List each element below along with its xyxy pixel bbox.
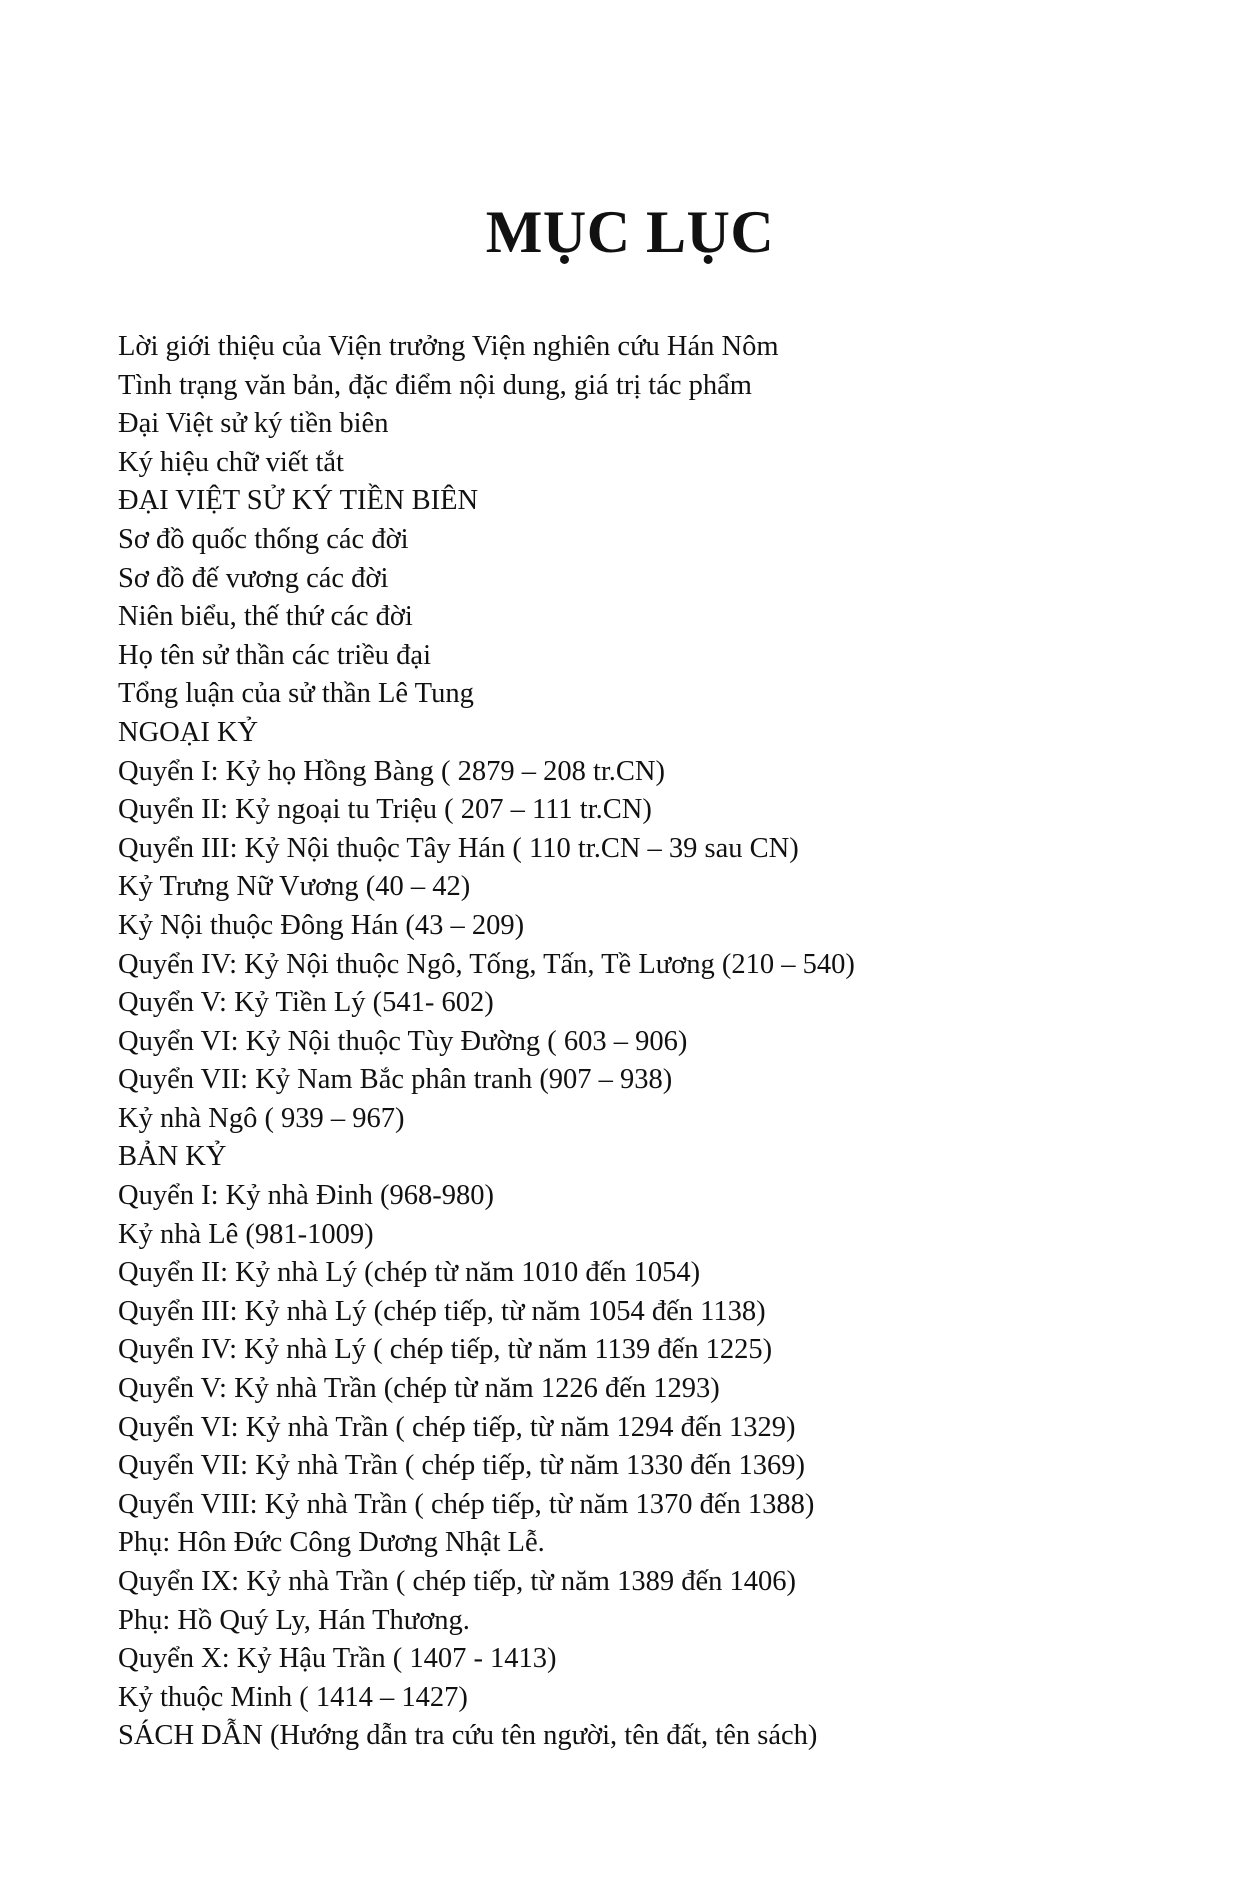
toc-entry: Quyển III: Kỷ nhà Lý (chép tiếp, từ năm 1054 đến 1138) xyxy=(118,1295,766,1327)
toc-entry: Quyển IX: Kỷ nhà Trần ( chép tiếp, từ năm 1389 đến 1406) xyxy=(118,1566,796,1597)
toc-entry: Quyển V: Kỷ Tiền Lý (541- 602) xyxy=(118,987,494,1019)
toc-entry: Quyển III: Kỷ Nội thuộc Tây Hán ( 110 tr.CN – 39 sau CN) xyxy=(118,832,799,864)
toc-entry: SÁCH DẪN (Hướng dẫn tra cứu tên người, tên đất, tên sách) xyxy=(118,1720,818,1752)
toc-entry: Quyển X: Kỷ Hậu Trần ( 1407 - 1413) xyxy=(118,1643,557,1675)
toc-entry: Sơ đồ quốc thống các đời xyxy=(118,523,409,555)
toc-entry: Quyển II: Kỷ nhà Lý (chép từ năm 1010 đến 1054) xyxy=(118,1257,701,1289)
toc-entry: Kỷ thuộc Minh ( 1414 – 1427) xyxy=(118,1681,468,1713)
toc-entry: Quyển V: Kỷ nhà Trần (chép từ năm 1226 đến 1293) xyxy=(118,1373,720,1405)
toc-entry: Phụ: Hồ Quý Ly, Hán Thương. xyxy=(118,1604,470,1636)
toc-entry: Lời giới thiệu của Viện trưởng Viện nghiên cứu Hán Nôm xyxy=(118,331,779,362)
toc-entry: Kỷ nhà Ngô ( 939 – 967) xyxy=(118,1102,405,1134)
toc-entry: Quyển I: Kỷ họ Hồng Bàng ( 2879 – 208 tr.CN) xyxy=(118,755,665,787)
page-title: MỤC LỤC xyxy=(485,199,775,265)
toc-entry: Đại Việt sử ký tiền biên xyxy=(118,408,389,440)
toc-entry: Tổng luận của sử thần Lê Tung xyxy=(118,678,474,710)
table-of-contents xyxy=(118,328,1158,1756)
toc-entry: Quyển II: Kỷ ngoại tu Triệu ( 207 – 111 tr.CN) xyxy=(118,794,652,826)
toc-entry: Quyển VIII: Kỷ nhà Trần ( chép tiếp, từ năm 1370 đến 1388) xyxy=(118,1488,815,1520)
toc-entry: ĐẠI VIỆT SỬ KÝ TIỀN BIÊN xyxy=(118,485,479,517)
toc-entry: Quyển VI: Kỷ nhà Trần ( chép tiếp, từ năm 1294 đến 1329) xyxy=(118,1411,796,1443)
toc-entry: Họ tên sử thần các triều đại xyxy=(118,639,431,671)
toc-entry: Ký hiệu chữ viết tắt xyxy=(118,446,344,478)
toc-entry: Kỷ Nội thuộc Đông Hán (43 – 209) xyxy=(118,909,525,941)
toc-entry: Tình trạng văn bản, đặc điểm nội dung, giá trị tác phẩm xyxy=(118,369,752,401)
toc-entry: BẢN KỶ xyxy=(118,1141,227,1173)
toc-entry: Quyển VI: Kỷ Nội thuộc Tùy Đường ( 603 – 906) xyxy=(118,1025,688,1057)
toc-entry: Niên biểu, thế thứ các đời xyxy=(118,601,413,633)
toc-entry: Quyển IV: Kỷ Nội thuộc Ngô, Tống, Tấn, Tề Lương (210 – 540) xyxy=(118,948,855,980)
toc-entry: NGOẠI KỶ xyxy=(118,716,259,748)
toc-entry: Sơ đồ đế vương các đời xyxy=(118,562,389,594)
toc-entry: Quyển VII: Kỷ nhà Trần ( chép tiếp, từ năm 1330 đến 1369) xyxy=(118,1450,805,1482)
toc-entry: Quyển IV: Kỷ nhà Lý ( chép tiếp, từ năm 1139 đến 1225) xyxy=(118,1334,773,1366)
toc-entry: Phụ: Hôn Đức Công Dương Nhật Lễ. xyxy=(118,1527,545,1559)
toc-entry: Quyển I: Kỷ nhà Đinh (968-980) xyxy=(118,1180,494,1212)
toc-entry: Kỷ nhà Lê (981-1009) xyxy=(118,1218,374,1250)
toc-entry: Quyển VII: Kỷ Nam Bắc phân tranh (907 – 938) xyxy=(118,1064,673,1096)
toc-entry: Kỷ Trưng Nữ Vương (40 – 42) xyxy=(118,871,471,903)
